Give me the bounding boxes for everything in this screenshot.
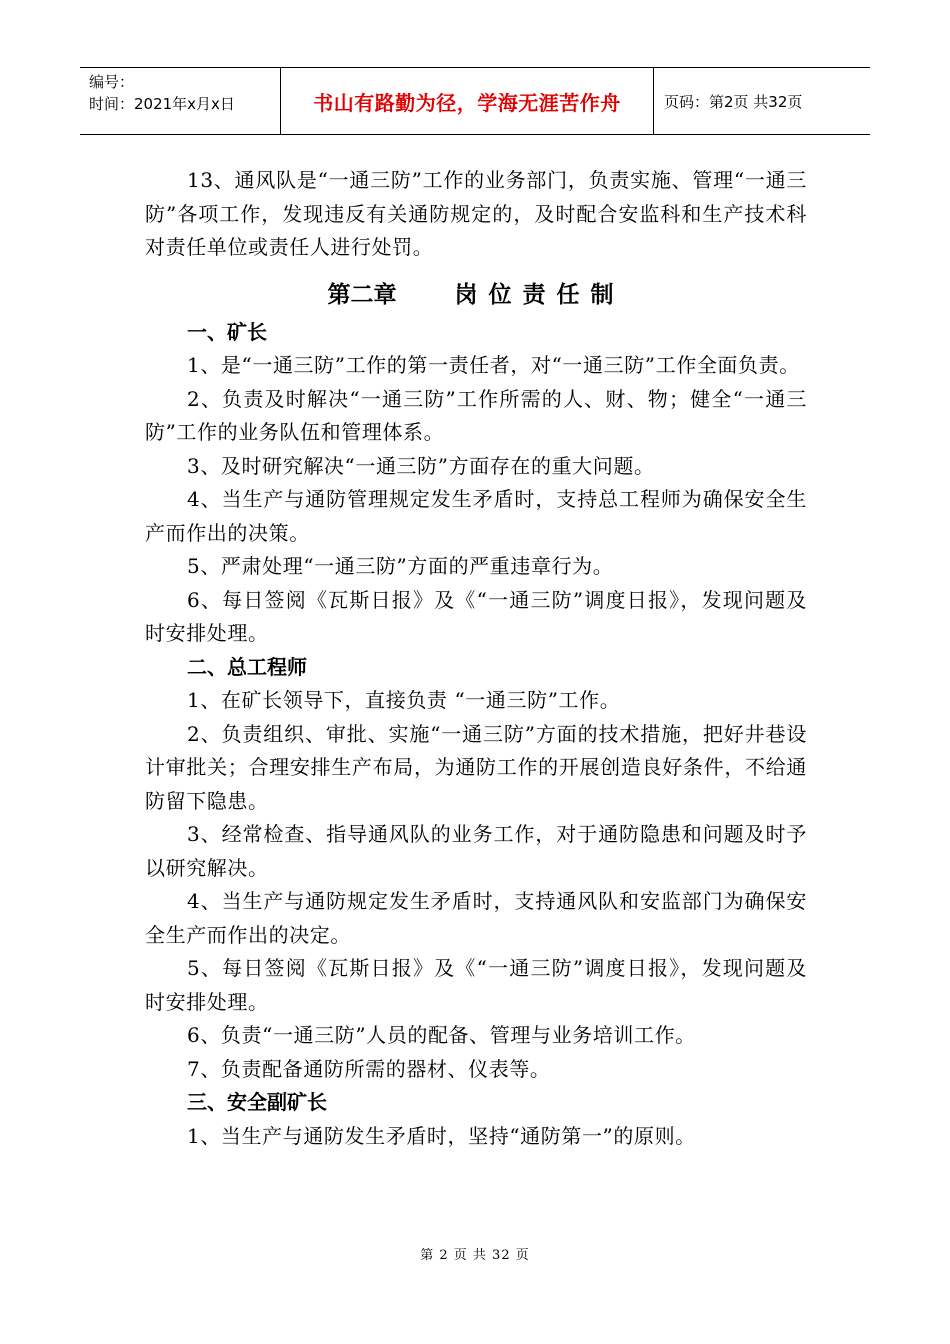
chapter-title: 岗位责任制 [454, 281, 625, 308]
chapter-number: 第二章 [327, 281, 397, 308]
section-heading: 二、总工程师 [187, 654, 307, 679]
list-item: 7、负责配备通防所需的器材、仪表等。 [187, 1056, 551, 1081]
list-item: 1、是“一通三防”工作的第一责任者，对“一通三防”工作全面负责。 [187, 353, 800, 377]
header-motto: 书山有路勤为径，学海无涯苦作舟 [281, 68, 654, 134]
page-header [80, 67, 870, 135]
chapter-heading [145, 265, 807, 314]
list-item: 2、负责及时解决“一通三防”工作所需的人、财、物；健全“一通三防”工作的业务队伍和管理体系。 [145, 386, 807, 444]
header-meta-cell [80, 68, 281, 134]
list-item: 2、负责组织、审批、实施“一通三防”方面的技术措施，把好井巷设计审批关；合理安排生产布局，为通防工作的开展创造良好条件，不给通防留下隐患。 [145, 721, 807, 813]
header-date-label: 时间：2021年x月x日 [89, 95, 235, 113]
list-item: 5、严肃处理“一通三防”方面的严重违章行为。 [187, 554, 614, 578]
list-item: 3、经常检查、指导通风队的业务工作，对于通防隐患和问题及时予以研究解决。 [145, 822, 807, 880]
list-item: 3、及时研究解决“一通三防”方面存在的重大问题。 [187, 453, 655, 478]
document-body [145, 164, 807, 1153]
header-page-info: 页码：第2页 共32页 [664, 92, 803, 111]
section-heading: 一、矿长 [187, 319, 267, 344]
list-item: 5、每日签阅《瓦斯日报》及《“一通三防”调度日报》，发现问题及时安排处理。 [145, 956, 807, 1014]
section-chief-engineer [145, 651, 807, 1087]
list-item: 4、当生产与通防规定发生矛盾时，支持通风队和安监部门为确保安全生产而作出的决定。 [145, 889, 807, 947]
section-mine-director [145, 316, 807, 651]
page-footer: 第 2 页 共 32 页 [420, 1248, 530, 1263]
list-item: 6、每日签阅《瓦斯日报》及《“一通三防”调度日报》，发现问题及时安排处理。 [145, 587, 807, 645]
list-item: 1、在矿长领导下，直接负责 “一通三防”工作。 [187, 688, 621, 712]
section-heading: 三、安全副矿长 [187, 1090, 327, 1114]
list-item: 6、负责“一通三防”人员的配备、管理与业务培训工作。 [187, 1023, 696, 1047]
intro-paragraph: 13、通风队是“一通三防”工作的业务部门，负责实施、管理“一通三防”各项工作，发现违反有关通防规定的，及时配合安监科和生产技术科对责任单位或责任人进行处罚。 [145, 168, 807, 259]
section-safety-deputy [145, 1086, 807, 1153]
header-number-label: 编号： [89, 73, 135, 91]
list-item: 1、当生产与通防发生矛盾时，坚持“通防第一”的原则。 [187, 1123, 696, 1148]
list-item: 4、当生产与通防管理规定发生矛盾时，支持总工程师为确保安全生产而作出的决策。 [145, 487, 807, 545]
